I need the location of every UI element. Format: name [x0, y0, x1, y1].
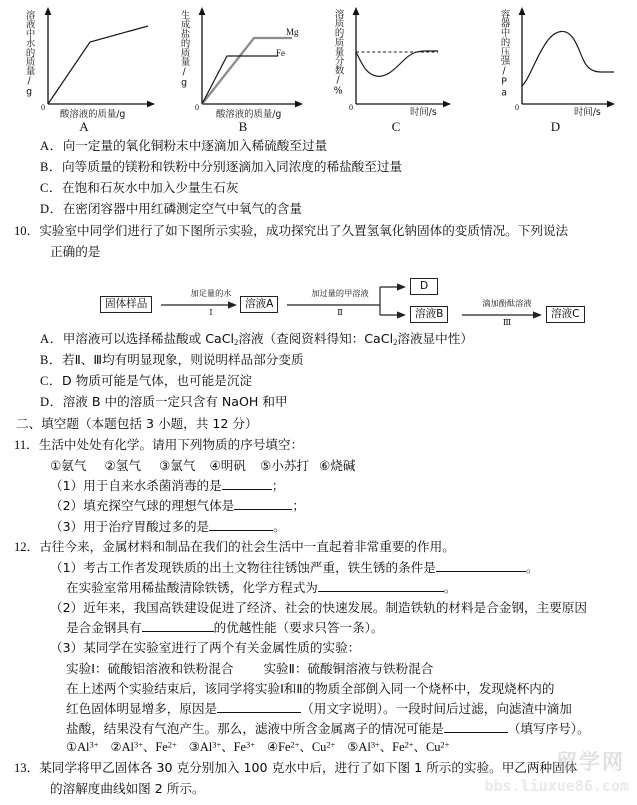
q11-item-3-label: （3）: [50, 518, 84, 534]
chart-d-caption: D: [550, 118, 561, 134]
q13-text-1: 某同学将甲乙固体各 30 克分别加入 100 克水中后，进行了如下图 1 所示的实验。甲乙两种固体: [39, 759, 578, 775]
q10-flow-diagram: [14, 265, 625, 327]
chart-c-xlabel: 时间/s: [410, 107, 437, 118]
q12-ion-4-sup-2: 2+: [326, 739, 336, 750]
q12-ion-5-el-1: Al: [358, 740, 371, 755]
q11-number: 11．: [14, 438, 39, 453]
q11-item-3-blank[interactable]: [209, 530, 273, 531]
q12-ion-2-el-2: Fe: [155, 740, 168, 755]
q9-option-b-text: 向等质量的镁粉和铁粉中分别逐滴加入同浓度的稀盐酸至过量: [62, 159, 403, 175]
q12-ion-2-index: ②: [110, 739, 122, 755]
chart-b: [168, 0, 318, 136]
q10-option-d[interactable]: [14, 392, 625, 412]
q12-ion-5-el-2: Fe: [392, 740, 405, 755]
q13-number: 13．: [14, 760, 40, 775]
section-2-heading: 二、填空题（本题包括 3 小题，共 12 分）: [16, 416, 258, 432]
q12-item-3-line3-before: 红色固体明显增多，原因是: [66, 700, 218, 716]
q10-option-a-tag: A．: [40, 331, 63, 346]
q12-experiment-2: 实验Ⅱ：硫酸铜溶液与铁粉混合: [263, 660, 434, 676]
flow-box-solid-sample: 固体样品: [100, 296, 152, 313]
q9-option-a-tag: A．: [40, 139, 63, 153]
q12-item-2-line2-after: 的优越性能（要求只答一条）。: [213, 620, 384, 636]
q11-item-1-label: （1）: [50, 478, 84, 494]
q12-item-1-blank-2[interactable]: [318, 591, 444, 592]
q12-ion-3-sup-1: 3+: [212, 739, 222, 750]
q12-ion-5-sup-3: 2+: [440, 739, 450, 750]
q11-item-1-text: 用于自来水杀菌消毒的是: [83, 478, 222, 494]
q10-option-b[interactable]: [14, 350, 625, 370]
flow-arrow2-label: 加过量的甲溶液: [311, 287, 369, 298]
q12-item-3-blank-2[interactable]: [444, 732, 508, 733]
q12-stem-text: 古往今来，金属材料和制品在我们的社会生活中一直起着非常重要的作用。: [39, 538, 455, 554]
flow-arrow2-number: Ⅱ: [337, 306, 343, 317]
q12-ion-option-1[interactable]: [66, 739, 98, 754]
q12-ion-option-4[interactable]: $④Fe^{2+}$、$Cu^{2+}$: [266, 739, 336, 755]
q12-item-3-line-1: [14, 638, 625, 657]
q10-option-b-tag: B．: [40, 352, 62, 367]
q12-ion-1-sup-1: 3+: [89, 739, 99, 750]
q12-item-1-line2-after: 。: [443, 580, 457, 596]
chart-a-ylabel: 溶液中水的质量/g: [23, 10, 35, 98]
q12-item-3-line3-after: （用文字说明）。一段时间后过滤，向滤渣中滴加: [301, 700, 572, 716]
chart-a-xlabel: 酸溶液的质量/g: [60, 109, 126, 120]
q9-option-c-text: 在饱和石灰水中加入少量生石灰: [62, 180, 239, 196]
q12-experiments-line: [14, 659, 625, 678]
q11-item-1: [14, 476, 625, 495]
q12-item-3-line4-after: （填写序号）。: [507, 721, 590, 736]
q13-line-2: 的溶解度曲线如图 2 所示。: [50, 780, 205, 796]
q12-ion-4-index: ④: [266, 739, 279, 755]
question-body: [0, 136, 637, 798]
q12-stem: [14, 537, 625, 557]
q9-option-a-text: 向一定量的氧化铜粉末中逐滴加入稀硫酸至过量: [62, 138, 328, 153]
q12-number: 12．: [14, 539, 40, 554]
q12-ion-options: [14, 738, 625, 756]
q11-stem-text: 生活中处处有化学。请用下列物质的序号填空：: [38, 437, 304, 453]
q12-ion-2-el-1: Al: [121, 740, 134, 755]
flow-box-solution-a: 溶液A: [240, 296, 278, 313]
q9-option-a[interactable]: [14, 136, 625, 156]
q10-option-a-text-after: 溶液显中性）: [397, 330, 473, 346]
q11-item-3: [14, 517, 625, 536]
q10-option-c-tag: C．: [40, 374, 62, 389]
q12-ion-3-index: ③: [188, 739, 200, 755]
q12-item-1-line-2: [14, 578, 625, 597]
q11-item-1-blank[interactable]: [222, 489, 272, 490]
q11-item-3-text: 用于治疗胃酸过多的是: [83, 518, 210, 534]
q12-item-1-line-1: [14, 558, 625, 577]
q12-item-1-label: （1）: [50, 559, 84, 575]
q9-option-c-tag: C．: [40, 181, 62, 196]
q12-item-2-line-1: [14, 598, 625, 617]
q10-option-a-text-mid: 溶液（查阅资料得知：CaCl: [238, 330, 394, 346]
q12-experiment-1: 实验Ⅰ：硫酸铝溶液和铁粉混合: [66, 660, 234, 676]
chart-c-caption: C: [391, 118, 401, 134]
q12-ion-5-sup-2: 2+: [404, 739, 414, 750]
q12-ion-option-2[interactable]: $②Al^{3+}$、$Fe^{2+}$: [110, 739, 177, 755]
q10-number: 10．: [14, 223, 40, 238]
q12-item-1-text-after: 。: [525, 559, 539, 575]
q12-ion-1-el-1: Al: [77, 740, 90, 755]
chart-strip: [0, 0, 637, 136]
q12-ion-3-sup-2: 3+: [246, 739, 255, 750]
chart-d-xlabel: 时间/s: [574, 107, 601, 118]
flow-box-solution-c: 溶液C: [546, 306, 585, 323]
q9-option-b[interactable]: [14, 157, 625, 177]
q11-substance-list: [14, 456, 625, 475]
q10-option-a-text-before: 甲溶液可以选择稀盐酸或 CaCl: [62, 330, 235, 346]
flow-box-d: D: [410, 278, 438, 295]
q11-item-2-blank[interactable]: [234, 509, 292, 510]
q10-option-d-tag: D．: [40, 395, 63, 410]
q12-ion-3-el-1: Al: [199, 740, 213, 755]
chart-b-xlabel: 酸溶液的质量/g: [216, 109, 282, 120]
chart-c: [318, 0, 474, 136]
q12-ion-2-sup-1: 3+: [134, 739, 143, 750]
q9-option-d[interactable]: [14, 199, 625, 219]
q12-ion-4-el-1: Fe: [278, 740, 291, 755]
q12-item-3-blank-1[interactable]: [217, 712, 301, 713]
q10-option-c-text: D 物质可能是气体，也可能是沉淀: [62, 373, 253, 389]
q12-item-1-line2-before: 在实验室常用稀盐酸清除铁锈，化学方程式为: [66, 580, 318, 596]
chart-d-ylabel: 容器中的压强/Pa: [498, 9, 510, 99]
q11-item-1-end: ；: [271, 478, 285, 494]
q10-option-d-text: 溶液 B 中的溶质一定只含有 NaOH 和甲: [62, 394, 288, 410]
q12-item-2-text1: 近年来，我国高铁建设促进了经济、社会的快速发展。制造铁轨的材料是合金钢，主要原因: [83, 600, 587, 616]
q12-item-1-text-before: 考古工作者发现铁质的出土文物往往锈蚀严重，铁生锈的条件是: [83, 559, 436, 575]
q10-option-b-text: 若Ⅱ、Ⅲ均有明显现象，则说明样品部分变质: [62, 351, 304, 367]
q13-line-1: [14, 758, 625, 778]
q10-option-a-sub1: 2: [234, 336, 239, 347]
q12-item-3-line4-before: 盐酸，结果没有气泡产生。那么，滤液中所含金属离子的情况可能是: [66, 721, 444, 736]
q11-substance-6: ⑥烧碱: [319, 458, 356, 474]
chart-b-ylabel: 生成盐的质量/g: [178, 10, 190, 89]
q11-substance-1: ①氨气: [50, 458, 87, 474]
q12-ion-1-index: ①: [66, 739, 78, 755]
q11-item-2: [14, 496, 625, 515]
q12-item-3-line-4: [14, 719, 625, 738]
q10-stem-line2: 正确的是: [50, 243, 101, 259]
q12-item-2-line2-before: 是合金钢具有: [66, 620, 142, 636]
q12-ion-option-5[interactable]: $⑤Al^{3+}$、$Fe^{2+}$、$Cu^{2+}$: [347, 739, 450, 755]
q11-item-2-end: ；: [292, 498, 305, 514]
q10-option-a[interactable]: [14, 329, 625, 349]
q10-option-a-sub2: 2: [393, 336, 398, 347]
chart-b-origin: 0: [195, 103, 199, 112]
q11-substance-2: ②氢气: [104, 458, 141, 474]
q12-ion-4-el-2: Cu: [311, 740, 327, 755]
chart-b-series-fe-label: Fe: [276, 48, 285, 58]
chart-b-caption: B: [238, 118, 248, 134]
q11-item-2-label: （2）: [50, 498, 84, 514]
flow-box-solution-b: 溶液B: [410, 306, 448, 323]
q9-option-b-tag: B．: [40, 160, 62, 175]
q10-stem-line1: [14, 221, 625, 241]
q12-ion-5-el-3: Cu: [425, 740, 441, 755]
q12-ion-5-index: ⑤: [347, 739, 359, 755]
q12-item-1-blank-1[interactable]: [436, 571, 526, 572]
q12-ion-4-sup-1: 2+: [290, 739, 300, 750]
watermark-site-name: 留学网: [556, 750, 625, 774]
flow-arrow1-label: 加足量的水: [190, 287, 232, 298]
flow-arrow3-number: Ⅲ: [502, 316, 512, 327]
q12-item-3-text1: 某同学在实验室进行了两个有关金属性质的实验：: [83, 640, 361, 656]
q12-item-3-line-3: [14, 699, 625, 718]
q9-option-c[interactable]: [14, 178, 625, 198]
q10-stem-text1: 实验室中同学们进行了如下图所示实验，成功探究出了久置氢氧化钠固体的变质情况。下列说法: [39, 222, 569, 238]
q11-stem: [14, 435, 625, 455]
q12-item-3-line-2: 在上述两个实验结束后，该同学将实验Ⅰ和Ⅱ的物质全部倒入同一个烧杯中，发现烧杯内的: [66, 680, 555, 696]
q11-item-3-end: 。: [273, 518, 286, 534]
q12-ion-option-3[interactable]: $③Al^{3+}$、$Fe^{3+}$: [188, 739, 255, 755]
q11-substance-3: ③氯气: [158, 458, 196, 474]
flow-arrow1-number: Ⅰ: [209, 306, 213, 317]
q12-item-2-label: （2）: [50, 600, 84, 616]
chart-a: [0, 0, 168, 136]
q12-item-3-label: （3）: [50, 640, 84, 656]
chart-d: [474, 0, 637, 136]
q9-option-d-tag: D．: [40, 202, 63, 217]
q12-item-2-line-2: [14, 618, 625, 637]
chart-a-origin: 0: [41, 103, 45, 112]
q12-ion-3-el-2: Fe: [233, 740, 247, 755]
flow-arrow3-label: 滴加酚酞溶液: [482, 297, 532, 308]
q11-item-2-text: 填充探空气球的理想气体是: [83, 498, 235, 514]
q10-option-c[interactable]: [14, 371, 625, 391]
chart-a-caption: A: [79, 118, 89, 134]
q12-ion-5-sup-1: 3+: [370, 739, 380, 750]
q11-substance-5: ⑤小苏打: [259, 458, 310, 474]
chart-d-origin: 0: [515, 103, 519, 112]
chart-b-series-mg-label: Mg: [286, 27, 299, 37]
q11-substance-4: ④明矾: [209, 458, 246, 474]
q9-option-d-text: 在密闭容器中用红磷测定空气中氧气的含量: [62, 201, 302, 217]
watermark-url: bbs.liuxue86.com: [484, 776, 629, 795]
chart-c-ylabel: 溶质的质量分数/%: [332, 9, 344, 97]
chart-c-origin: 0: [349, 103, 353, 112]
q12-item-2-blank[interactable]: [142, 631, 214, 632]
q12-ion-2-sup-2: 2+: [167, 739, 177, 750]
